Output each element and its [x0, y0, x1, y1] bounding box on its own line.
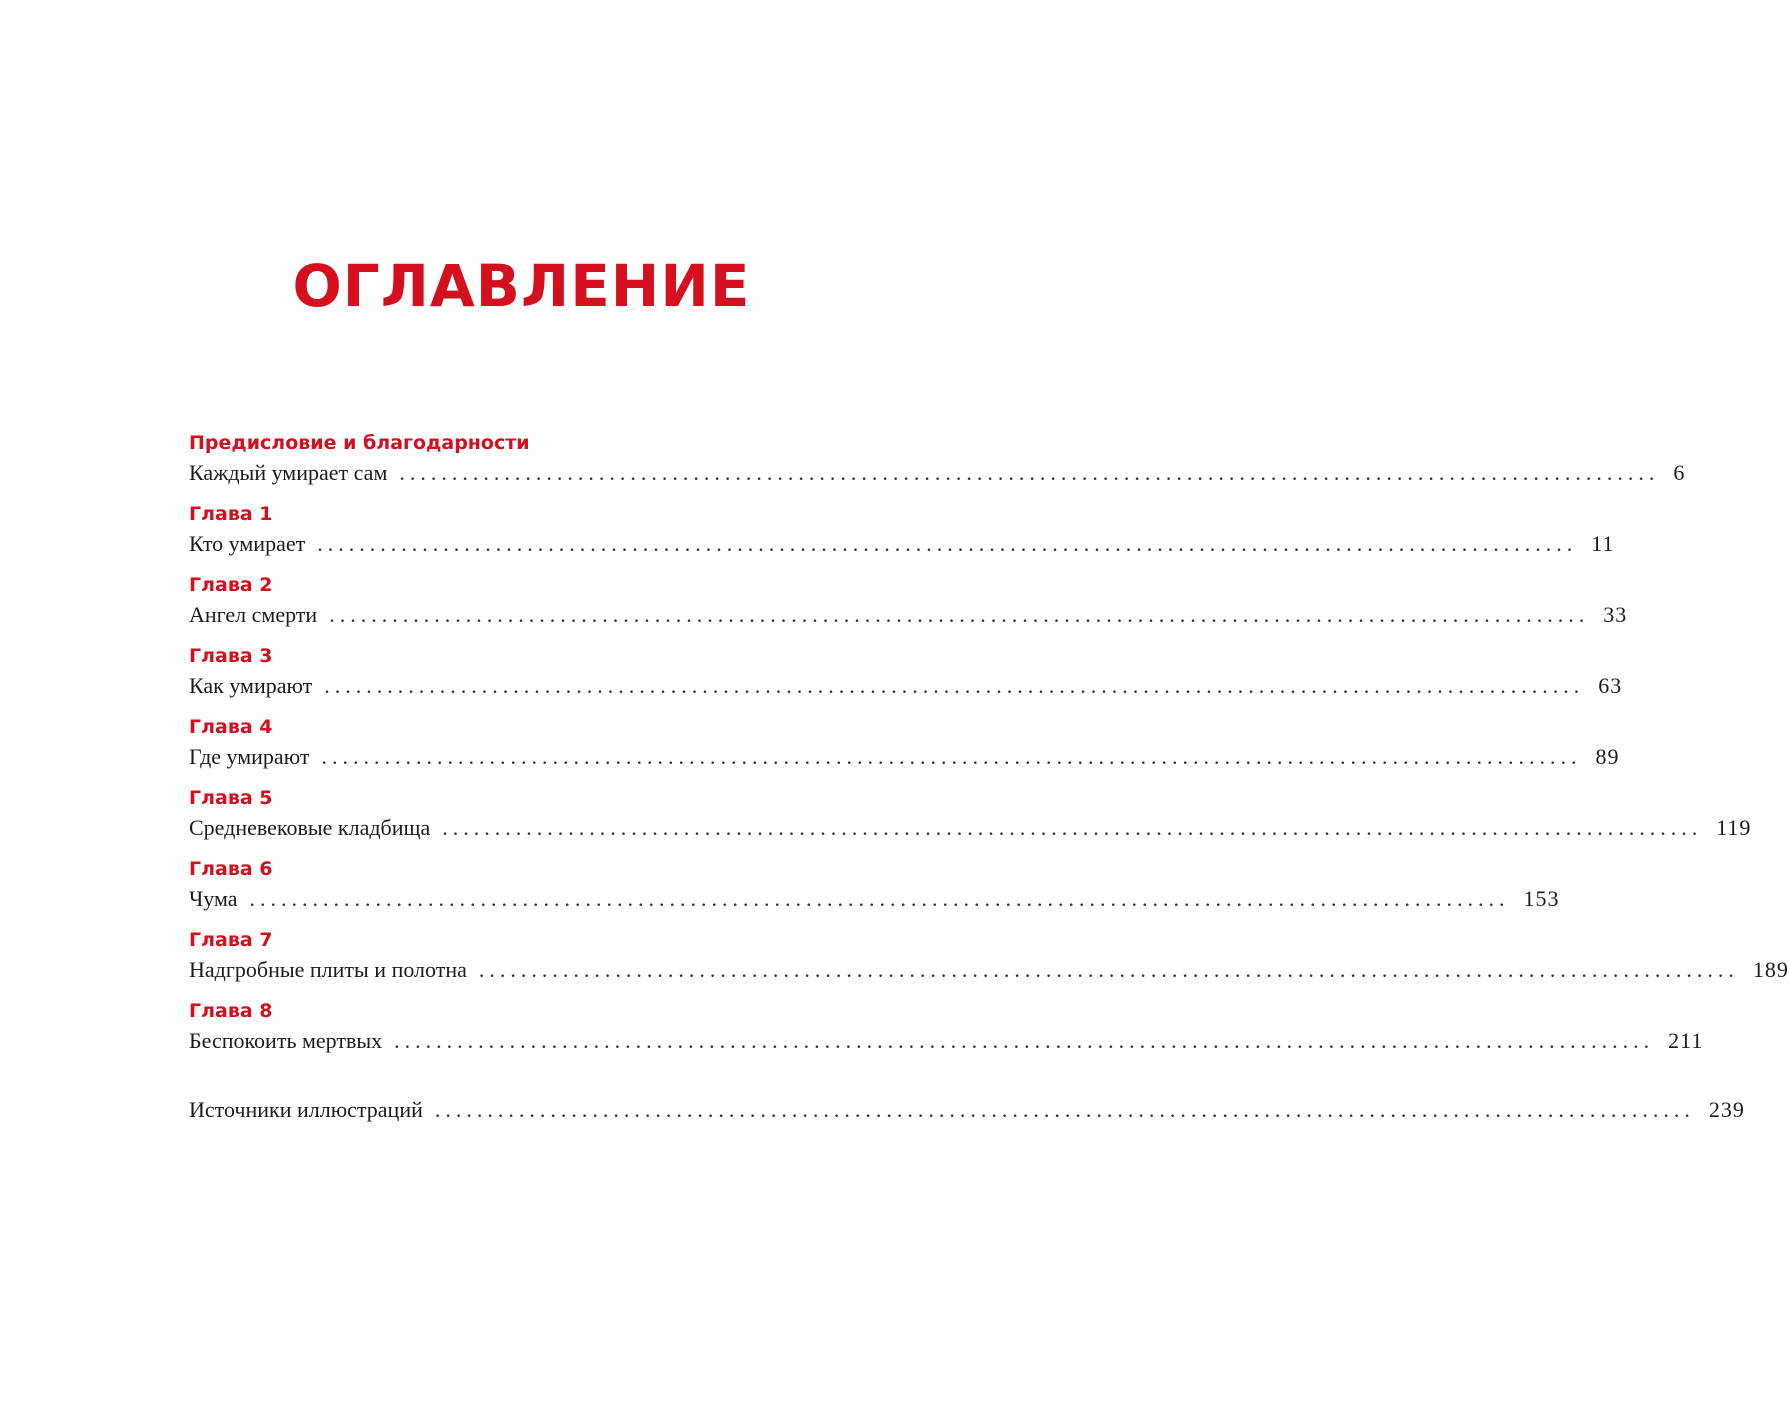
toc-entry-heading: Глава 5 [189, 787, 273, 809]
toc-entry-title: Чума [189, 886, 238, 911]
toc-entry-chapter-5 [189, 783, 1752, 854]
toc-entry-heading: Глава 1 [189, 503, 273, 525]
toc-entry-chapter-2 [189, 570, 1628, 641]
toc-entry-title: Как умирают [189, 673, 313, 698]
toc-entry-page-number: 33 [1603, 602, 1628, 627]
dot-leader: ........................................................................................................................ [317, 531, 1578, 556]
dot-leader: ........................................................................................................................ [394, 1028, 1655, 1053]
toc-entry-title: Ангел смерти [189, 602, 318, 627]
toc-entry-appendix[interactable] [189, 1095, 1745, 1125]
dot-leader: ........................................................................................................................ [321, 744, 1582, 769]
toc-entry-title: Источники иллюстраций [189, 1097, 423, 1122]
dot-leader: ........................................................................................................................ [434, 1097, 1695, 1122]
dot-leader: ........................................................................................................................ [329, 602, 1590, 627]
toc-spacer [189, 1067, 849, 1095]
dot-leader: ........................................................................................................................ [442, 815, 1703, 840]
toc-entry-title: Беспокоить мертвых [189, 1028, 383, 1053]
toc-entry-title: Где умирают [189, 744, 310, 769]
toc-entry-chapter-4 [189, 712, 1620, 783]
toc-entry-title: Кто умирает [189, 531, 306, 556]
toc-entry-line[interactable] [189, 813, 1752, 843]
toc-entry-heading: Глава 3 [189, 645, 273, 667]
toc-entry-title: Средневековые кладбища [189, 815, 431, 840]
toc-entry-page-number: 119 [1716, 815, 1752, 840]
toc-entry-chapter-6 [189, 854, 1560, 925]
toc-entry-heading: Предисловие и благодарности [189, 432, 530, 454]
toc-entry-page-number: 89 [1595, 744, 1620, 769]
toc-entry-chapter-1 [189, 499, 1615, 570]
toc-entry-chapter-7 [189, 925, 1789, 996]
toc-entry-heading: Глава 2 [189, 574, 273, 596]
toc-entry-title: Надгробные плиты и полотна [189, 957, 467, 982]
toc-entry-page-number: 153 [1523, 886, 1560, 911]
toc-entry-page-number: 189 [1752, 957, 1789, 982]
toc-entry-page-number: 239 [1708, 1097, 1745, 1122]
toc-entry-page-number: 6 [1673, 460, 1686, 485]
toc-entry-preface [189, 428, 1686, 499]
table-of-contents [189, 428, 1789, 1125]
toc-entry-line[interactable] [189, 458, 1686, 488]
page-title: ОГЛАВЛЕНИЕ [292, 252, 751, 320]
toc-entry-line[interactable] [189, 600, 1628, 630]
toc-entry-line[interactable] [189, 884, 1560, 914]
toc-entry-page-number: 11 [1591, 531, 1615, 556]
dot-leader: ........................................................................................................................ [249, 886, 1510, 911]
toc-entry-line[interactable] [189, 742, 1620, 772]
toc-entry-chapter-8 [189, 996, 1704, 1067]
toc-entry-heading: Глава 8 [189, 1000, 273, 1022]
toc-entry-chapter-3 [189, 641, 1623, 712]
toc-entry-page-number: 211 [1668, 1028, 1704, 1053]
toc-entry-title: Каждый умирает сам [189, 460, 388, 485]
toc-entry-heading: Глава 6 [189, 858, 273, 880]
toc-entry-line[interactable] [189, 955, 1789, 985]
toc-entry-line[interactable] [189, 1026, 1704, 1056]
toc-entry-line[interactable] [189, 529, 1615, 559]
toc-entry-line[interactable] [189, 671, 1623, 701]
toc-entry-heading: Глава 4 [189, 716, 273, 738]
dot-leader: ........................................................................................................................ [478, 957, 1739, 982]
dot-leader: ........................................................................................................................ [324, 673, 1585, 698]
toc-entry-page-number: 63 [1598, 673, 1623, 698]
dot-leader: ........................................................................................................................ [399, 460, 1660, 485]
toc-entry-heading: Глава 7 [189, 929, 273, 951]
